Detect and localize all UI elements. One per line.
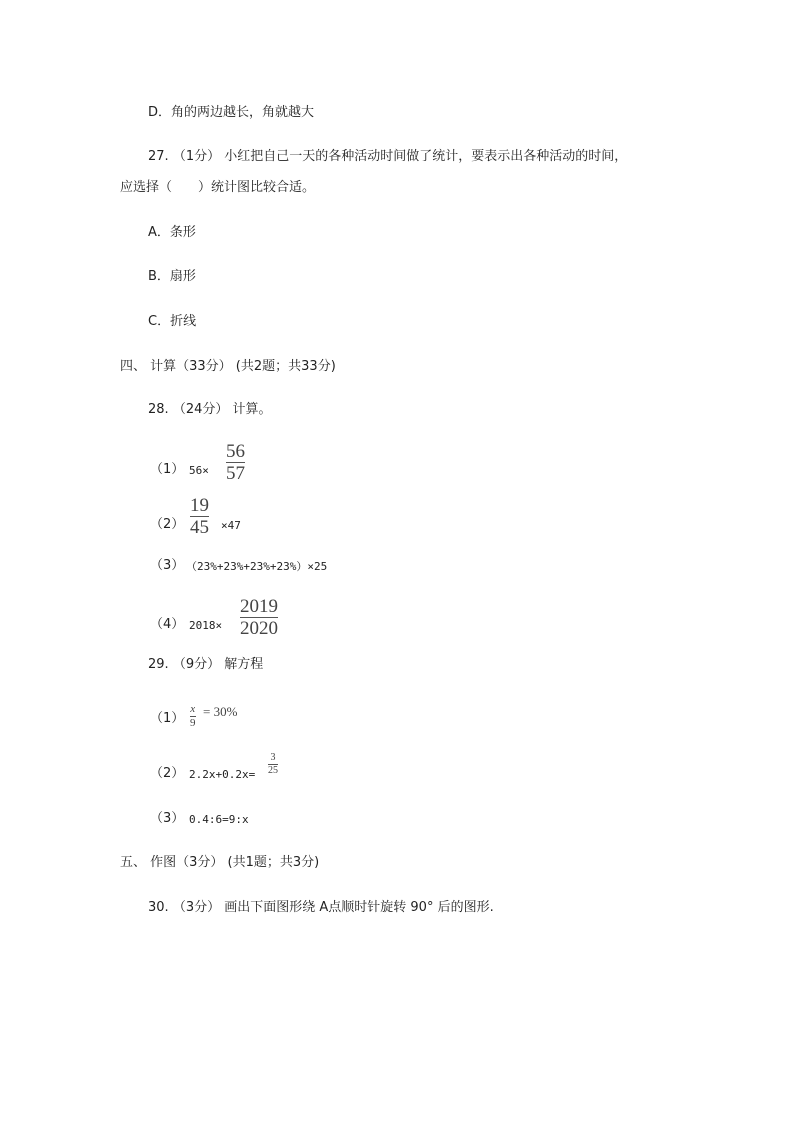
q29-item-3-expr: 0.4:6=9:x [189, 813, 249, 826]
question-stem: 小红把自己一天的各种活动时间做了统计，要表示出各种活动的时间， [224, 149, 628, 164]
question-score: （24分） [172, 402, 229, 417]
question-stem: 画出下面图形绕 A点顺时针旋转 90° 后的图形. [224, 900, 494, 915]
q29-item-1-after: = 30% [203, 704, 238, 719]
q29-item-1-label: （1） [150, 711, 185, 726]
q28-item-2-fraction [190, 496, 209, 537]
q28-item-1-label: （1） [150, 462, 185, 477]
q28-header [148, 401, 272, 419]
q28-item-3-expr: （23%+23%+23%+23%）×25 [186, 560, 328, 573]
denominator: 45 [190, 517, 209, 538]
numerator: 3 [270, 752, 276, 763]
q28-item-4-label: （4） [150, 617, 185, 632]
q28-item-3-label: （3） [150, 558, 185, 573]
q27-option-a: A．条形 [148, 225, 196, 240]
q30-line [148, 899, 494, 917]
q27-option-c: C．折线 [148, 314, 197, 329]
q28-item-4-fraction [240, 597, 278, 638]
question-score: （3分） [172, 900, 221, 915]
q27-line1 [148, 148, 627, 166]
question-stem: 解方程 [224, 657, 264, 672]
question-score: （9分） [172, 657, 221, 672]
q27-option-b: B．扇形 [148, 269, 196, 284]
numerator: 56 [226, 441, 245, 462]
q26-option-d: D．角的两边越长，角就越大 [148, 105, 315, 120]
q29-item-1-fraction [190, 704, 196, 729]
denominator: 2020 [240, 618, 278, 639]
q29-item-3-label: （3） [150, 811, 185, 826]
numerator: x [190, 703, 196, 715]
denominator: 9 [190, 717, 196, 729]
q28-item-1-fraction [226, 442, 245, 483]
q29-item-2-before: 2.2x+0.2x= [189, 768, 256, 781]
q28-item-2-label: （2） [150, 517, 185, 532]
question-number: 27. [148, 149, 169, 164]
numerator: 19 [190, 495, 209, 516]
question-number: 28. [148, 402, 169, 417]
question-number: 29. [148, 657, 169, 672]
q28-item-4-before: 2018× [189, 619, 223, 632]
section-5-title: 五、 作图（3分） (共1题；共3分) [120, 855, 320, 870]
q29-item-2-fraction [268, 753, 278, 776]
denominator: 25 [268, 765, 278, 776]
q28-item-2-after: ×47 [221, 519, 241, 532]
question-score: （1分） [172, 149, 221, 164]
q29-item-2-label: （2） [150, 766, 185, 781]
question-number: 30. [148, 900, 169, 915]
q27-line2: 应选择（ ）统计图比较合适。 [120, 180, 316, 195]
q28-item-1-before: 56× [189, 464, 209, 477]
numerator: 2019 [240, 596, 278, 617]
section-4-title: 四、 计算（33分） (共2题；共33分) [120, 359, 336, 374]
denominator: 57 [226, 463, 245, 484]
question-stem: 计算。 [232, 402, 272, 417]
q29-header [148, 656, 263, 674]
